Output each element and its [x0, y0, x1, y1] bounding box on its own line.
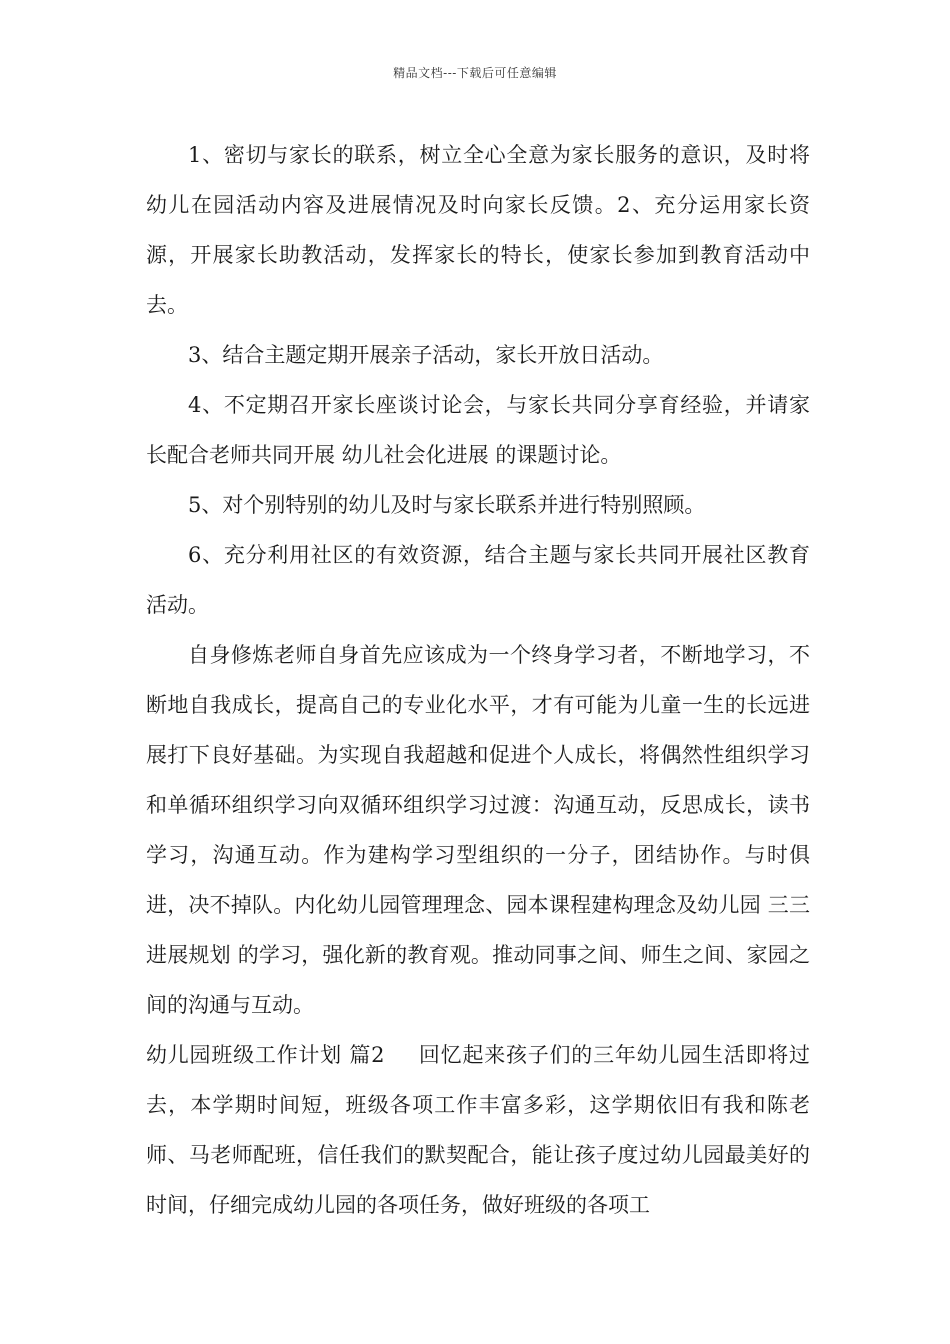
- paragraph-special-care: 5、对个别特别的幼儿及时与家长联系并进行特别照顾。: [188, 493, 706, 517]
- paragraph-parent-meetings: 4、不定期召开家长座谈讨论会，与家长共同分享育经验，并请家长配合老师共同开展 幼儿社会化进展 的课题讨论。: [146, 393, 810, 467]
- paragraph-self-cultivation: 自身修炼老师自身首先应该成为一个终身学习者，不断地学习，不断地自我成长，提高自己的专业化水平，才有可能为儿童一生的长远进展打下良好基础。为实现自我超越和促进个人成长，将偶然性组织学习和单循环组织学习向双循环组织学习过渡：沟通互动，反思成长，读书学习，沟通互动。作为建构学习型组织的一分子，团结协作。与时俱进，决不掉队。内化幼儿园管理理念、园本课程建构理念及幼儿园 三三进展规划 的学习，强化新的教育观。推动同事之间、师生之间、家园之间的沟通与互动。: [146, 643, 810, 1017]
- section2-paragraph: [146, 1030, 810, 1230]
- document-body: [146, 130, 810, 1230]
- paragraph-parent-child-activities: 3、结合主题定期开展亲子活动，家长开放日活动。: [188, 343, 664, 367]
- section2-body: 回忆起来孩子们的三年幼儿园生活即将过去，本学期时间短，班级各项工作丰富多彩，这学期依旧有我和陈老师、马老师配班，信任我们的默契配合，能让孩子度过幼儿园最美好的时间，仔细完成幼儿园的各项任务，做好班级的各项工: [146, 1043, 811, 1217]
- page-header: 精品文档---下载后可任意编辑: [393, 66, 557, 80]
- paragraph-community-resources: 6、充分利用社区的有效资源，结合主题与家长共同开展社区教育活动。: [146, 543, 810, 617]
- paragraph-parent-contact: 1、密切与家长的联系，树立全心全意为家长服务的意识，及时将幼儿在园活动内容及进展情况及时向家长反馈。2、充分运用家长资源，开展家长助教活动，发挥家长的特长，使家长参加到教育活动中去。: [146, 143, 810, 317]
- section2-title: 幼儿园班级工作计划 篇2: [146, 1043, 385, 1067]
